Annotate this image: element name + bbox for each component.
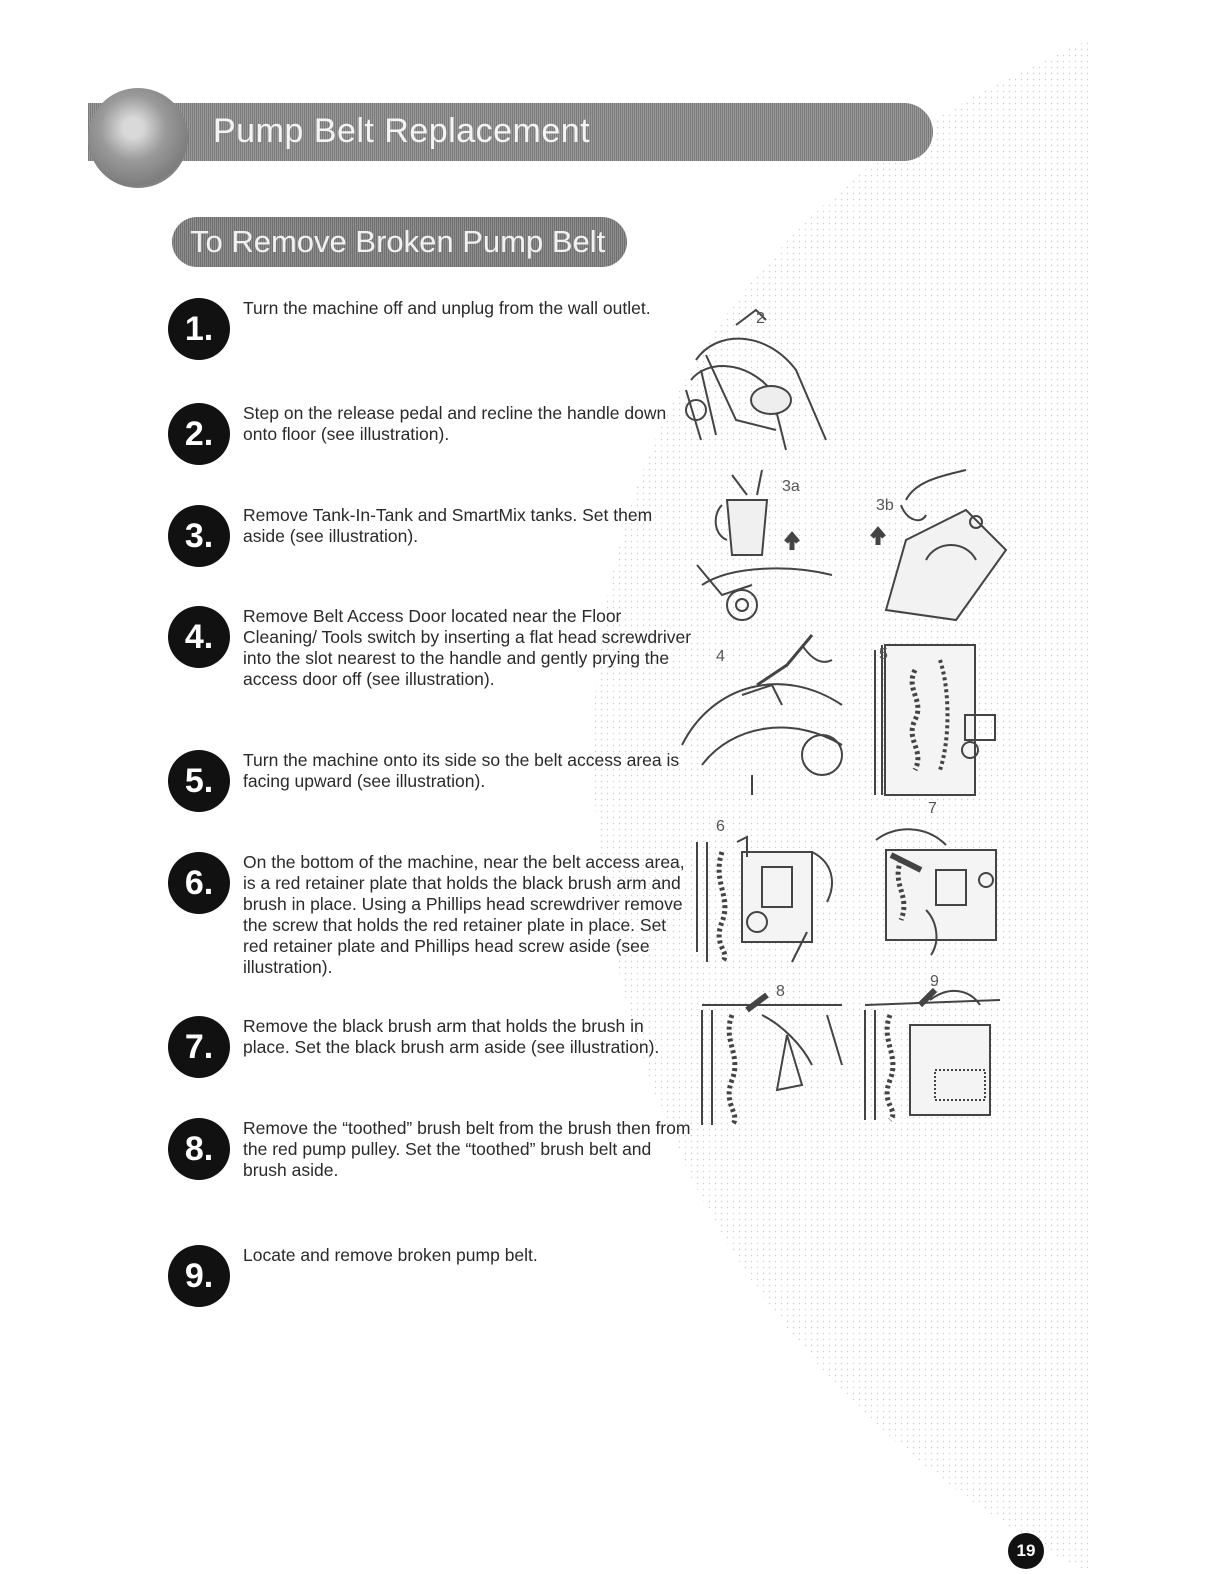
figure-label: 6	[716, 818, 725, 835]
step-number-badge: 8.	[168, 1118, 230, 1180]
step-text: Step on the release pedal and recline the handle down onto floor (see illustration).	[243, 403, 667, 444]
step-text: On the bottom of the machine, near the belt access area, is a red retainer plate that holds the black brush arm and brush in place. Using a Phillips head screwdriver remove the screw that holds the red retainer plate in place. Set red retainer plate and Phillips head screw aside (see illustration).	[243, 852, 685, 977]
step-number-badge: 1.	[168, 298, 230, 360]
step-text: Turn the machine onto its side so the belt access area is facing upward (see illustration).	[243, 750, 680, 791]
step-text: Remove the “toothed” brush belt from the brush then from the red pump pulley. Set the “toothed” brush belt and brush aside.	[243, 1118, 691, 1180]
step-number-badge: 2.	[168, 403, 230, 465]
step-text: Remove Belt Access Door located near the Floor Cleaning/ Tools switch by inserting a flat head screwdriver into the slot nearest to the handle and gently prying the access door off (see illustration).	[243, 606, 692, 689]
page-number-badge: 19	[1008, 1533, 1044, 1569]
illustration-5	[870, 630, 1010, 800]
step-number-badge: 7.	[168, 1016, 230, 1078]
section-title: To Remove Broken Pump Belt	[190, 224, 606, 259]
illustration-9	[860, 970, 1010, 1130]
figure-label: 2	[756, 310, 765, 327]
step-text: Remove the black brush arm that holds the brush in place. Set the black brush arm aside (see illustration).	[243, 1016, 660, 1057]
step-number-badge: 6.	[168, 852, 230, 914]
illustration-3b	[866, 460, 1016, 625]
illustration-4	[672, 625, 852, 800]
figure-label: 7	[928, 800, 937, 817]
figure-label: 3a	[782, 478, 800, 495]
header-badge	[88, 88, 188, 188]
step-number-badge: 9.	[168, 1245, 230, 1307]
illustration-8	[692, 975, 852, 1130]
illustration-3a	[692, 465, 842, 625]
figure-label: 5	[879, 646, 888, 663]
figure-label: 8	[776, 983, 785, 1000]
page-title: Pump Belt Replacement	[213, 112, 591, 150]
step-text: Remove Tank-In-Tank and SmartMix tanks. Set them aside (see illustration).	[243, 505, 653, 546]
step-number-badge: 3.	[168, 505, 230, 567]
figure-label: 3b	[876, 497, 894, 514]
figure-label: 9	[930, 973, 939, 990]
step-text: Locate and remove broken pump belt.	[243, 1245, 538, 1265]
step-text: Turn the machine off and unplug from the wall outlet.	[243, 298, 651, 318]
step-number-badge: 4.	[168, 606, 230, 668]
figure-label: 4	[716, 648, 725, 665]
step-number-badge: 5.	[168, 750, 230, 812]
illustration-7	[866, 800, 1016, 960]
